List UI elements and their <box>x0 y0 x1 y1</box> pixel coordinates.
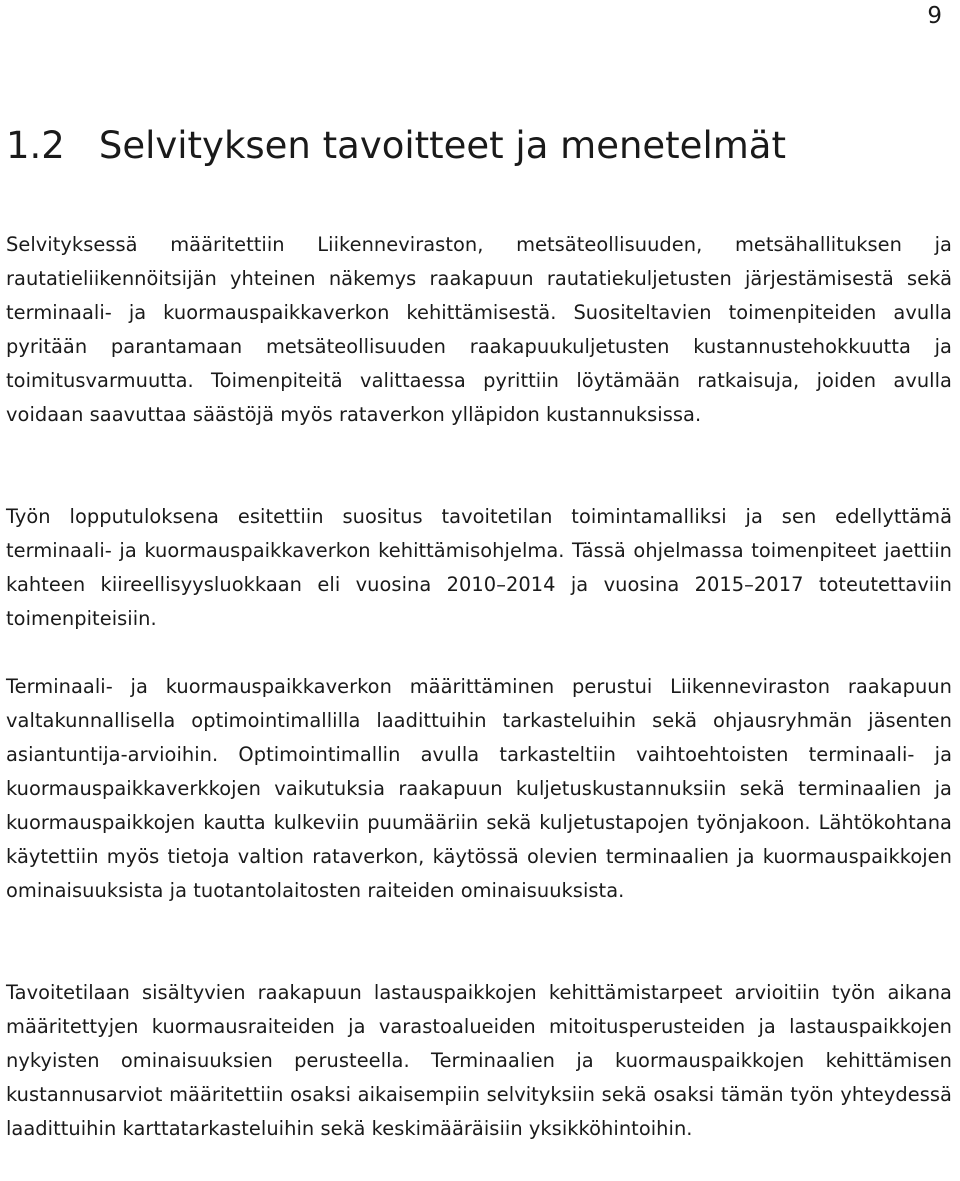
page-number: 9 <box>927 3 942 29</box>
paragraph-results: Työn lopputuloksena esitettiin suositus tavoitetilan toimintamalliksi ja sen edellyttämä terminaali- ja kuormauspaikkaverkon kehittämisohjelma. Tässä ohjelmassa toimenpiteet jaettiin kahteen kiireellisyysluokkaan eli vuosina 2010–2014 ja vuosina 2015–2017 toteutettaviin toimenpiteisiin. <box>6 505 952 630</box>
paragraph-methods: Terminaali- ja kuormauspaikkaverkon määrittäminen perustui Liikenneviraston raakapuun valtakunnallisella optimointimallilla laadittuihin tarkasteluihin sekä ohjausryhmän jäsenten asiantuntija-arvioihin. Optimointimallin avulla tarkasteltiin vaihtoehtoisten terminaali- ja kuormauspaikkaverkkojen vaikutuksia raakapuun kuljetuskustannuksiin sekä terminaalien ja kuormauspaikkojen kautta kulkeviin puumääriin sekä kuljetustapojen työnjakoon. Lähtökohtana käytettiin myös tietoja valtion rataverkon, käytössä olevien terminaalien ja kuormauspaikkojen ominaisuuksista ja tuotantolaitosten raiteiden ominaisuuksista. <box>6 675 952 902</box>
section-title: Selvityksen tavoitteet ja menetelmät <box>98 124 786 167</box>
section-number: 1.2 <box>6 124 65 167</box>
paragraph-loading-sites: Tavoitetilaan sisältyvien raakapuun lastauspaikkojen kehittämistarpeet arvioitiin työn aikana määritettyjen kuormausraiteiden ja varastoalueiden mitoitusperusteiden ja lastauspaikkojen nykyisten ominaisuuksien perusteella. Terminaalien ja kuormauspaikkojen kehittämisen kustannusarviot määritettiin osaksi aikaisempiin selvityksiin sekä osaksi tämän työn yhteydessä laadittuihin karttatarkasteluihin sekä keskimääräisiin yksikköhintoihin. <box>6 981 952 1140</box>
paragraph-goals: Selvityksessä määritettiin Liikenneviraston, metsäteollisuuden, metsähallituksen ja rautatieliikennöitsijän yhteinen näkemys raakapuun rautatiekuljetusten järjestämisestä sekä terminaali- ja kuormauspaikkaverkon kehittämisestä. Suositeltavien toimenpiteiden avulla pyritään parantamaan metsäteollisuuden raakapuukuljetusten kustannustehokkuutta ja toimitusvarmuutta. Toimenpiteitä valittaessa pyrittiin löytämään ratkaisuja, joiden avulla voidaan saavuttaa säästöjä myös rataverkon ylläpidon kustannuksissa. <box>6 233 952 426</box>
section-heading <box>6 122 786 170</box>
